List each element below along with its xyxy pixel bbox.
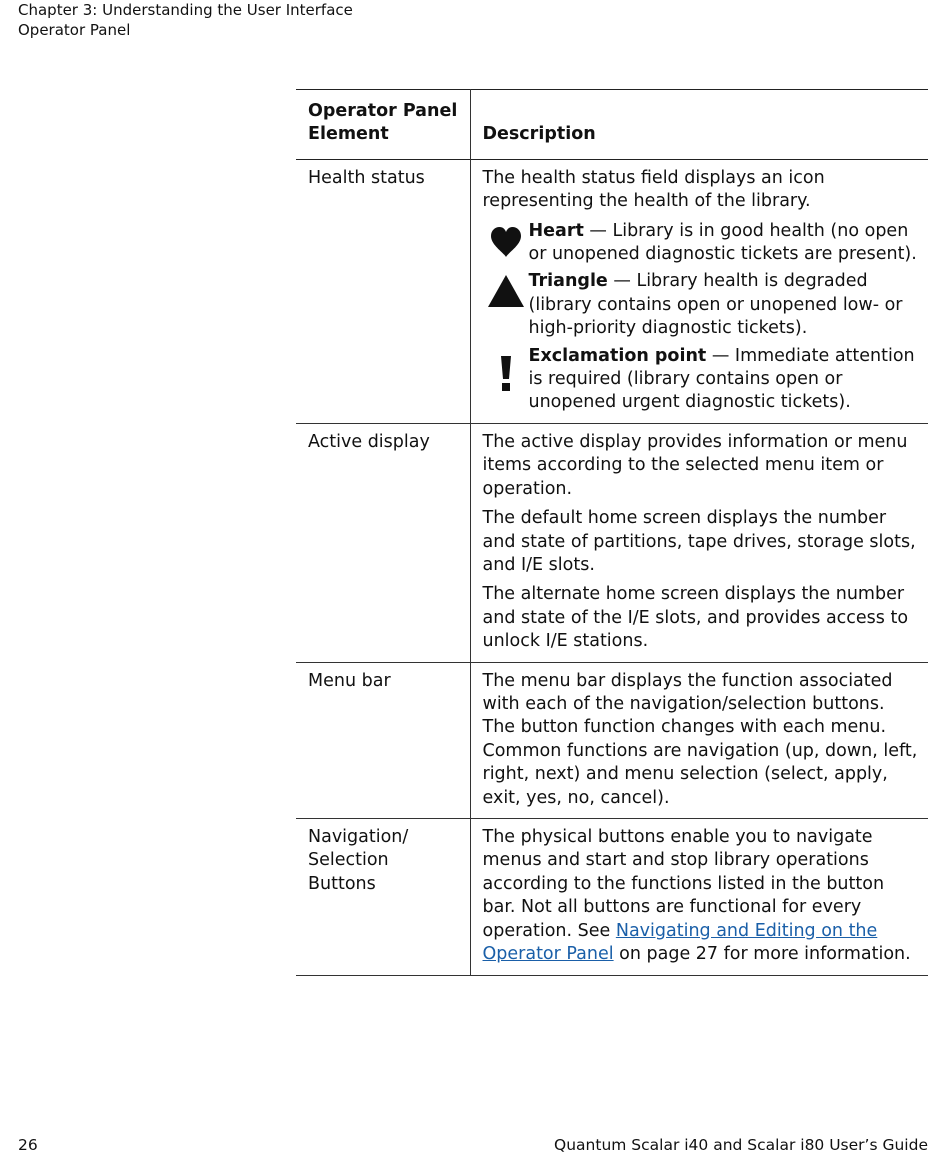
active-paragraph-3: The alternate home screen displays the number and state of the I/E slots, and provides access to unlock I/E stations. [482,584,909,652]
exclamation-description [529,345,919,415]
menu-paragraph: The menu bar displays the function associated with each of the navigation/selection buttons. The button function changes with each menu. Common functions are navigation (up, down, left, right, next) and menu selection (select, apply, exit, yes, no, cancel). [482,670,918,808]
exclamation-icon [499,356,513,392]
table-row-health-status [296,159,928,423]
element-cell [296,818,470,975]
description-cell [470,662,928,818]
nav-text-after: on page 27 for more information. [613,944,911,964]
nav-paragraph [483,826,919,966]
table-row-active-display [296,423,928,662]
triangle-term: Triangle [528,271,608,292]
element-line: Buttons [308,873,376,894]
running-header [18,0,353,40]
heart-item [483,220,919,267]
element-cell: Health status [308,167,425,188]
table-header-row [296,90,928,160]
navigating-editing-link[interactable]: Navigating and Editing on the Operator Panel [482,920,878,964]
triangle-item [483,270,919,340]
section-title: Operator Panel [18,21,131,39]
description-cell [470,159,928,423]
element-line: Selection [308,850,389,871]
column-header-element: Operator Panel Element [308,101,458,145]
element-cell: Active display [308,431,430,452]
heart-text: — Library is in good health (no open or unopened diagnostic tickets are present). [528,220,917,265]
column-header-description: Description [470,90,928,160]
active-paragraph-1: The active display provides information or menu items according to the selected menu item or operation. [482,431,908,499]
operator-panel-table [296,89,928,976]
table-row-menu-bar [296,662,928,818]
table-row-navigation-buttons [296,818,928,975]
chapter-title: Chapter 3: Understanding the User Interface [18,1,353,19]
heart-term: Heart [528,220,584,241]
heart-description [529,220,919,267]
element-line: Navigation/ [308,826,409,847]
exclamation-text: — Immediate attention is required (library contains open or unopened urgent diagnostic tickets). [528,345,915,413]
triangle-description [529,270,919,340]
heart-icon [489,226,523,258]
exclamation-item [483,345,919,415]
guide-title: Quantum Scalar i40 and Scalar i80 User’s Guide [554,1136,928,1154]
element-cell: Menu bar [308,670,391,691]
active-paragraph-2: The default home screen displays the number and state of partitions, tape drives, storage slots, and I/E slots. [482,508,916,575]
nav-text-before: The physical buttons enable you to navigate menus and start and stop library operations according to the functions listed in the button bar. Not all buttons are functional for every operation. See [482,826,885,941]
page-number: 26 [18,1136,38,1154]
triangle-icon [487,274,525,308]
exclamation-term: Exclamation point [528,345,707,366]
triangle-text: — Library health is degraded (library contains open or unopened low- or high-priority diagnostic tickets). [528,271,903,339]
description-cell [470,818,928,975]
health-intro: The health status field displays an icon representing the health of the library. [482,167,825,212]
description-cell [470,423,928,662]
